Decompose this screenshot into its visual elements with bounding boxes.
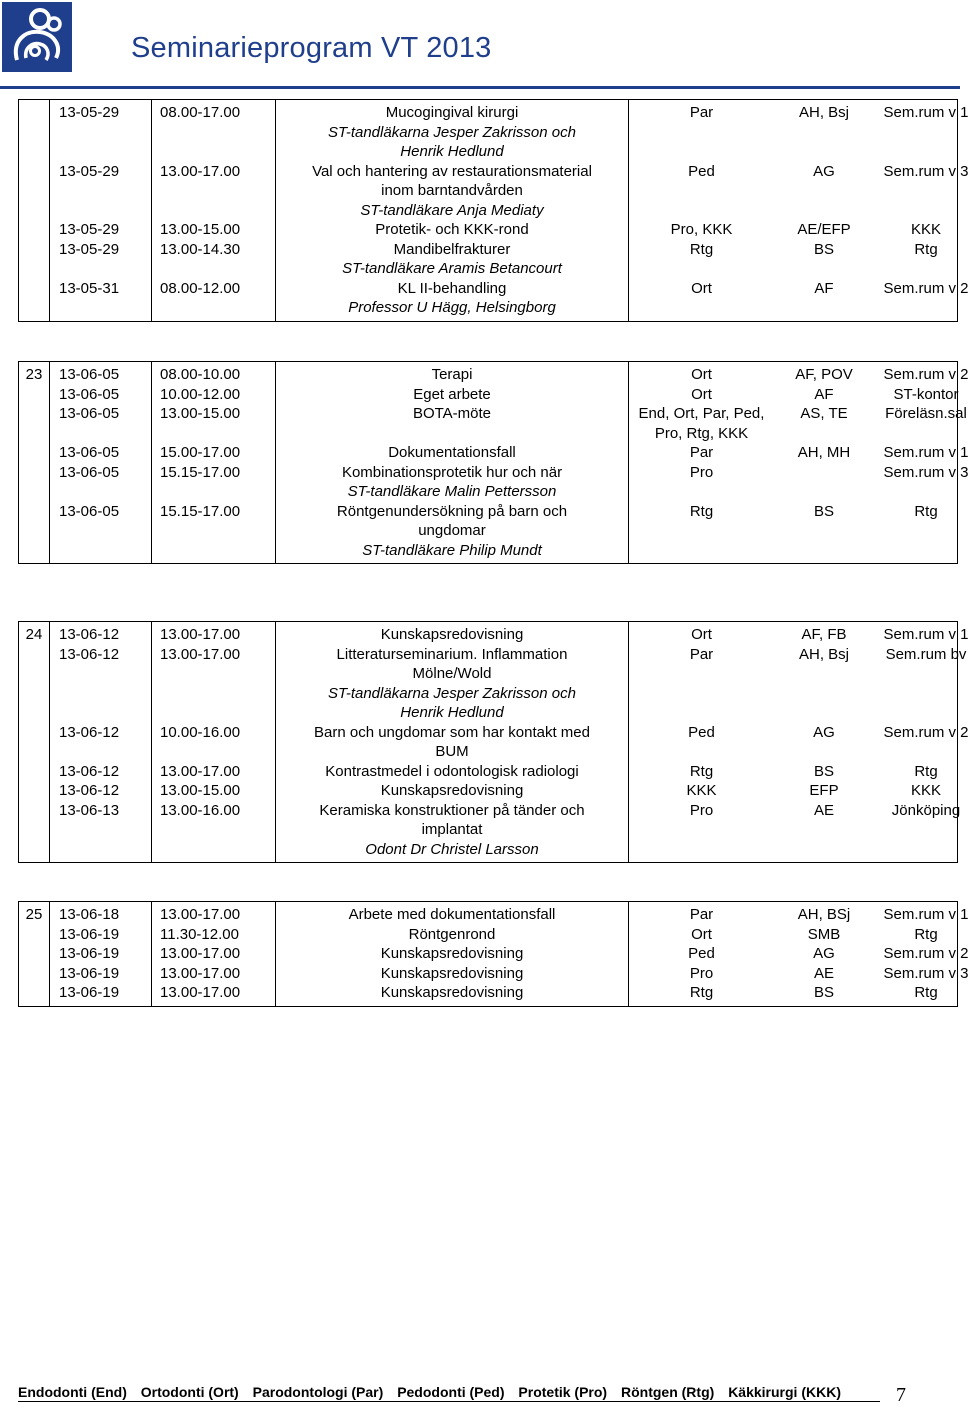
date-cell: 13-06-18 bbox=[50, 905, 152, 925]
subject-cell: KKK bbox=[686, 782, 717, 799]
date-cell: 13-06-19 bbox=[50, 964, 152, 984]
activity-cell bbox=[276, 502, 629, 561]
week-cell bbox=[19, 279, 50, 318]
room-cell: Sem.rum v 1 bbox=[883, 444, 969, 461]
responsible-cell: AE bbox=[813, 801, 834, 819]
activity-cell bbox=[276, 385, 629, 405]
date-cell: 13-06-12 bbox=[50, 645, 152, 723]
subject-cell: Ped bbox=[688, 945, 715, 962]
activity-cell bbox=[276, 781, 629, 801]
subject-cell: Rtg bbox=[689, 240, 714, 258]
responsible-cell: AF bbox=[814, 385, 834, 403]
date-cell: 13-06-19 bbox=[50, 925, 152, 945]
week-cell bbox=[19, 443, 50, 463]
time-cell: 13.00-17.00 bbox=[152, 162, 276, 221]
responsible-cell: AH, BSj bbox=[797, 906, 851, 923]
date-cell: 13-05-29 bbox=[50, 240, 152, 279]
subject-cell: Pro, KKK bbox=[670, 221, 733, 238]
table-row bbox=[19, 220, 978, 240]
family-logo-icon bbox=[2, 2, 72, 72]
week-cell bbox=[19, 240, 50, 279]
legend-item: Käkkirurgi (KKK) bbox=[728, 1384, 841, 1400]
room-cell: Sem.rum v 3 bbox=[883, 162, 969, 180]
subject-cell: Ort bbox=[691, 366, 712, 383]
page-title: Seminarieprogram VT 2013 bbox=[131, 32, 492, 64]
week-cell: 23 bbox=[19, 365, 50, 385]
schedule-block-week-24 bbox=[18, 621, 969, 863]
subject-cell: Rtg bbox=[689, 984, 714, 1001]
speaker-name: ST-tandläkare Philip Mundt bbox=[362, 541, 542, 559]
activity-title: Protetik- och KKK-rond bbox=[375, 221, 529, 238]
activity-cell bbox=[276, 625, 629, 645]
table-row bbox=[19, 502, 978, 561]
activity-cell bbox=[276, 983, 629, 1003]
activity-title: Kunskapsredovisning bbox=[380, 782, 524, 799]
subject-cell: Par bbox=[689, 645, 714, 663]
speaker-name: Professor U Hägg, Helsingborg bbox=[348, 299, 556, 316]
activity-cell bbox=[276, 103, 629, 162]
responsible-cell: AH, MH bbox=[797, 444, 851, 461]
activity-cell bbox=[276, 964, 629, 984]
activity-title: BUM bbox=[435, 743, 469, 760]
time-cell: 15.15-17.00 bbox=[152, 502, 276, 561]
date-cell: 13-06-05 bbox=[50, 443, 152, 463]
logo bbox=[2, 2, 72, 72]
schedule-table bbox=[19, 902, 979, 1006]
room-cell: Sem.rum v 1 bbox=[883, 104, 969, 121]
week-cell bbox=[19, 220, 50, 240]
room-cell: Sem.rum bv bbox=[885, 645, 967, 663]
room-cell: Sem.rum v 2 bbox=[883, 945, 969, 962]
week-cell: 25 bbox=[19, 905, 50, 925]
week-cell bbox=[19, 801, 50, 860]
date-cell: 13-06-05 bbox=[50, 463, 152, 502]
date-cell: 13-06-12 bbox=[50, 625, 152, 645]
responsible-cell: AE bbox=[813, 964, 834, 982]
activity-title: inom barntandvården bbox=[381, 182, 523, 199]
activity-title: Keramiska konstruktioner på tänder och bbox=[319, 801, 585, 819]
subject-cell: Pro bbox=[689, 801, 714, 819]
date-cell: 13-06-19 bbox=[50, 944, 152, 964]
week-cell bbox=[19, 781, 50, 801]
responsible-cell: EFP bbox=[809, 782, 839, 799]
footer-divider bbox=[18, 1401, 880, 1402]
subject-cell: Par bbox=[689, 444, 714, 461]
speaker-name: Henrik Hedlund bbox=[400, 143, 504, 160]
subject-cell: End, Ort, Par, Ped, Pro, Rtg, KKK bbox=[638, 405, 765, 442]
activity-title: Mandibelfrakturer bbox=[393, 240, 511, 258]
time-cell: 13.00-15.00 bbox=[152, 404, 276, 443]
week-cell: 24 bbox=[19, 625, 50, 645]
date-cell: 13-05-29 bbox=[50, 162, 152, 221]
table-row bbox=[19, 925, 978, 945]
table-row bbox=[19, 162, 978, 221]
time-cell: 13.00-17.00 bbox=[152, 983, 276, 1003]
speaker-name: ST-tandläkarna Jesper Zakrisson och bbox=[328, 123, 576, 141]
time-cell: 13.00-17.00 bbox=[152, 625, 276, 645]
activity-title: Kunskapsredovisning bbox=[380, 945, 524, 962]
room-cell: Rtg bbox=[914, 984, 938, 1001]
week-cell bbox=[19, 404, 50, 443]
time-cell: 08.00-10.00 bbox=[152, 365, 276, 385]
time-cell: 13.00-17.00 bbox=[152, 944, 276, 964]
activity-cell bbox=[276, 463, 629, 502]
activity-cell bbox=[276, 220, 629, 240]
schedule-table bbox=[19, 100, 979, 321]
responsible-cell: SMB bbox=[807, 925, 841, 943]
time-cell: 13.00-17.00 bbox=[152, 645, 276, 723]
subject-legend bbox=[18, 1384, 851, 1400]
activity-title: implantat bbox=[421, 821, 483, 838]
week-cell bbox=[19, 762, 50, 782]
table-row bbox=[19, 463, 978, 502]
room-cell: Sem.rum v 3 bbox=[883, 964, 969, 982]
subject-cell: Ort bbox=[691, 626, 712, 643]
speaker-name: Henrik Hedlund bbox=[400, 704, 504, 721]
date-cell: 13-06-05 bbox=[50, 404, 152, 443]
activity-title: ungdomar bbox=[418, 522, 486, 539]
week-cell bbox=[19, 385, 50, 405]
activity-title: BOTA-möte bbox=[412, 405, 492, 422]
room-cell: Sem.rum v 2 bbox=[883, 279, 969, 297]
time-cell: 08.00-12.00 bbox=[152, 279, 276, 318]
table-row bbox=[19, 801, 978, 860]
room-cell: Jönköping bbox=[891, 801, 961, 819]
time-cell: 13.00-16.00 bbox=[152, 801, 276, 860]
date-cell: 13-06-05 bbox=[50, 385, 152, 405]
room-cell: KKK bbox=[910, 782, 941, 799]
activity-cell bbox=[276, 925, 629, 945]
time-cell: 13.00-17.00 bbox=[152, 762, 276, 782]
table-row bbox=[19, 404, 978, 443]
week-cell bbox=[19, 983, 50, 1003]
table-row bbox=[19, 983, 978, 1003]
activity-title: Röntgenrond bbox=[408, 925, 496, 943]
subject-cell: Pro bbox=[689, 964, 714, 982]
responsible-cell: AH, Bsj bbox=[798, 104, 849, 121]
room-cell: Rtg bbox=[914, 502, 938, 520]
schedule-table bbox=[19, 362, 979, 563]
date-cell: 13-06-05 bbox=[50, 365, 152, 385]
date-cell: 13-05-29 bbox=[50, 220, 152, 240]
subject-cell: Rtg bbox=[689, 502, 714, 520]
time-cell: 13.00-14.30 bbox=[152, 240, 276, 279]
responsible-cell: BS bbox=[813, 984, 834, 1001]
legend-item: Endodonti (End) bbox=[18, 1384, 127, 1400]
activity-title: Barn och ungdomar som har kontakt med bbox=[314, 723, 590, 741]
time-cell: 08.00-17.00 bbox=[152, 103, 276, 162]
activity-cell bbox=[276, 645, 629, 723]
activity-title: Terapi bbox=[431, 366, 473, 383]
table-row bbox=[19, 103, 978, 162]
time-cell: 13.00-17.00 bbox=[152, 964, 276, 984]
time-cell: 13.00-15.00 bbox=[152, 781, 276, 801]
table-row bbox=[19, 944, 978, 964]
activity-cell bbox=[276, 723, 629, 762]
activity-cell bbox=[276, 279, 629, 318]
table-row bbox=[19, 385, 978, 405]
room-cell: Föreläsn.sal bbox=[885, 405, 967, 422]
room-cell: Sem.rum v 2 bbox=[883, 723, 969, 741]
table-row bbox=[19, 781, 978, 801]
room-cell: Sem.rum v 1 bbox=[883, 626, 969, 643]
room-cell: ST-kontor bbox=[893, 385, 959, 403]
speaker-name: ST-tandläkarna Jesper Zakrisson och bbox=[328, 684, 576, 702]
room-cell: Rtg bbox=[914, 240, 938, 258]
activity-title: Litteraturseminarium. Inflammation bbox=[336, 645, 568, 663]
legend-item: Röntgen (Rtg) bbox=[620, 1384, 715, 1400]
week-cell bbox=[19, 723, 50, 762]
activity-cell bbox=[276, 801, 629, 860]
date-cell: 13-06-05 bbox=[50, 502, 152, 561]
subject-cell: Ort bbox=[691, 925, 712, 943]
week-cell bbox=[19, 925, 50, 945]
activity-cell bbox=[276, 365, 629, 385]
date-cell: 13-06-12 bbox=[50, 723, 152, 762]
table-row bbox=[19, 443, 978, 463]
room-cell: Sem.rum v 1 bbox=[883, 906, 969, 923]
date-cell: 13-06-12 bbox=[50, 762, 152, 782]
subject-cell: Rtg bbox=[689, 762, 714, 780]
responsible-cell bbox=[774, 463, 874, 502]
activity-cell bbox=[276, 443, 629, 463]
table-row bbox=[19, 279, 978, 318]
speaker-name: ST-tandläkare Aramis Betancourt bbox=[342, 260, 562, 277]
date-cell: 13-05-31 bbox=[50, 279, 152, 318]
activity-title: Dokumentationsfall bbox=[388, 444, 516, 461]
subject-cell: Ort bbox=[691, 385, 712, 403]
room-cell: Rtg bbox=[914, 762, 938, 780]
activity-cell bbox=[276, 240, 629, 279]
table-row bbox=[19, 964, 978, 984]
date-cell: 13-06-19 bbox=[50, 983, 152, 1003]
subject-cell: Par bbox=[689, 104, 714, 121]
week-cell bbox=[19, 502, 50, 561]
subject-cell: Ped bbox=[688, 162, 715, 180]
table-row bbox=[19, 240, 978, 279]
time-cell: 11.30-12.00 bbox=[152, 925, 276, 945]
activity-cell bbox=[276, 404, 629, 443]
room-cell: Sem.rum v 3 bbox=[883, 463, 969, 481]
activity-title: Kombinationsprotetik hur och när bbox=[341, 463, 563, 481]
date-cell: 13-06-13 bbox=[50, 801, 152, 860]
table-row bbox=[19, 905, 978, 925]
schedule-block-week-23 bbox=[18, 361, 969, 564]
responsible-cell: AF, FB bbox=[801, 626, 847, 643]
time-cell: 15.15-17.00 bbox=[152, 463, 276, 502]
table-row bbox=[19, 723, 978, 762]
activity-title: Kontrastmedel i odontologisk radiologi bbox=[325, 762, 579, 780]
activity-title: KL II-behandling bbox=[397, 279, 507, 297]
time-cell: 13.00-17.00 bbox=[152, 905, 276, 925]
date-cell: 13-06-12 bbox=[50, 781, 152, 801]
week-cell bbox=[19, 162, 50, 221]
subject-cell: Par bbox=[689, 906, 714, 923]
subject-cell: Ort bbox=[691, 279, 712, 297]
time-cell: 13.00-15.00 bbox=[152, 220, 276, 240]
legend-item: Protetik (Pro) bbox=[518, 1384, 608, 1400]
activity-title: Kunskapsredovisning bbox=[380, 984, 524, 1001]
subject-cell: Pro bbox=[689, 463, 714, 481]
date-cell: 13-05-29 bbox=[50, 103, 152, 162]
title-divider bbox=[0, 86, 960, 89]
responsible-cell: AE/EFP bbox=[797, 221, 851, 238]
time-cell: 10.00-12.00 bbox=[152, 385, 276, 405]
responsible-cell: AG bbox=[813, 945, 835, 962]
responsible-cell: BS bbox=[813, 762, 834, 780]
activity-title: Mölne/Wold bbox=[412, 665, 492, 682]
time-cell: 15.00-17.00 bbox=[152, 443, 276, 463]
speaker-name: Odont Dr Christel Larsson bbox=[365, 840, 539, 858]
week-cell bbox=[19, 103, 50, 162]
week-cell bbox=[19, 944, 50, 964]
activity-cell bbox=[276, 905, 629, 925]
activity-title: Röntgenundersökning på barn och bbox=[336, 502, 568, 520]
time-cell: 10.00-16.00 bbox=[152, 723, 276, 762]
week-cell bbox=[19, 964, 50, 984]
table-row bbox=[19, 762, 978, 782]
subject-cell: Ped bbox=[688, 723, 715, 741]
activity-cell bbox=[276, 762, 629, 782]
schedule-block-week-25 bbox=[18, 901, 969, 1007]
responsible-cell: BS bbox=[813, 502, 834, 520]
table-row bbox=[19, 625, 978, 645]
activity-title: Arbete med dokumentationsfall bbox=[348, 906, 556, 923]
responsible-cell: BS bbox=[813, 240, 834, 258]
week-cell bbox=[19, 645, 50, 723]
room-cell: Sem.rum v 2 bbox=[883, 366, 969, 383]
week-cell bbox=[19, 463, 50, 502]
activity-cell bbox=[276, 944, 629, 964]
responsible-cell: AS, TE bbox=[800, 405, 848, 422]
room-cell: KKK bbox=[910, 221, 941, 238]
activity-title: Val och hantering av restaurationsmaterial bbox=[312, 162, 592, 180]
responsible-cell: AG bbox=[813, 723, 835, 741]
legend-item: Ortodonti (Ort) bbox=[140, 1384, 239, 1400]
responsible-cell: AF bbox=[814, 279, 834, 297]
activity-title: Eget arbete bbox=[413, 385, 491, 403]
room-cell: Rtg bbox=[914, 925, 938, 943]
schedule-table bbox=[19, 622, 979, 862]
activity-cell bbox=[276, 162, 629, 221]
legend-item: Pedodonti (Ped) bbox=[397, 1384, 505, 1400]
table-row bbox=[19, 645, 978, 723]
page-number: 7 bbox=[896, 1384, 906, 1406]
schedule-block-0 bbox=[18, 99, 969, 322]
speaker-name: ST-tandläkare Anja Mediaty bbox=[360, 201, 544, 219]
speaker-name: ST-tandläkare Malin Pettersson bbox=[347, 483, 557, 500]
activity-title: Kunskapsredovisning bbox=[380, 626, 524, 643]
responsible-cell: AF, POV bbox=[795, 366, 853, 383]
activity-title: Mucogingival kirurgi bbox=[385, 104, 519, 121]
legend-item: Parodontologi (Par) bbox=[252, 1384, 384, 1400]
activity-title: Kunskapsredovisning bbox=[380, 964, 524, 982]
responsible-cell: AH, Bsj bbox=[798, 645, 849, 663]
responsible-cell: AG bbox=[813, 162, 835, 180]
table-row bbox=[19, 365, 978, 385]
